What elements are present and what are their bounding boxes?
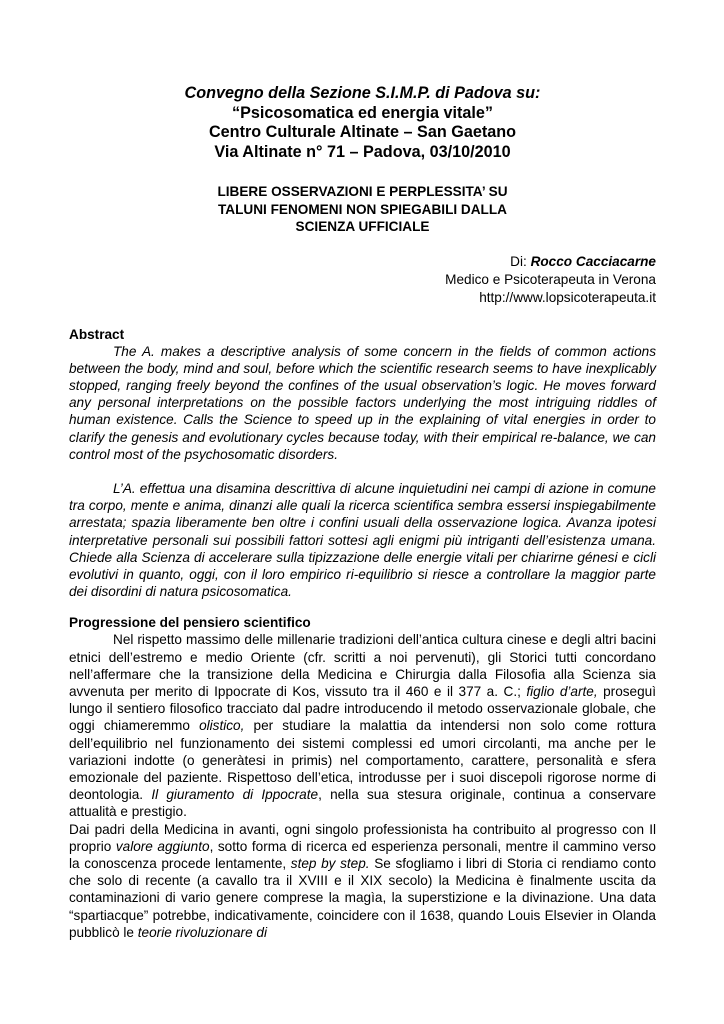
text-run: , nella sua stesura originale, continua a conservare attualità e prestigio.	[69, 787, 656, 820]
header-line-2: “Psicosomatica ed energia vitale”	[232, 103, 493, 122]
italic-run: Il giuramento di Ippocrate	[151, 787, 319, 803]
author-line	[69, 253, 656, 271]
spacer	[69, 463, 656, 480]
body-paragraph-1	[69, 631, 656, 820]
body-paragraph-2	[69, 821, 656, 941]
text-run: Dai padri della Medicina in avanti, ogni singolo professionista ha contribuito al progresso con Il proprio	[69, 821, 656, 854]
title-line-1: LIBERE OSSERVAZIONI E PERPLESSITA’ SU	[217, 184, 508, 199]
italic-run: valore aggiunto	[115, 838, 210, 854]
header-line-3: Centro Culturale Altinate – San Gaetano	[208, 123, 517, 141]
italic-run: figlio d’arte,	[526, 683, 598, 699]
author-role: Medico e Psicoterapeuta in Verona	[445, 271, 656, 287]
header-line-1: Convegno della Sezione S.I.M.P. di Padova su:	[184, 84, 541, 102]
author-name: Rocco Cacciacarne	[530, 253, 656, 269]
italic-run: step by step.	[290, 855, 370, 871]
italic-run: olistico,	[199, 718, 245, 734]
header-line-4: Via Altinate n° 71 – Padova, 03/10/2010	[214, 142, 511, 161]
author-block	[69, 253, 656, 307]
text-run: Nel rispetto massimo delle millenarie tradizioni dell’antica cultura cinese e degli altri bacini etnici dell’estremo e medio Oriente (cfr. scritti a noi pervenuti), gli Storici tutti concordano nell’affermare che la transizione della Medicina e Chirurgia dalla Filosofia alla Scienza sia avvenuta per merito di Ippocrate di Kos, vissuto tra il 460 e il 377 a. C.;	[69, 632, 656, 699]
conference-header	[69, 84, 656, 162]
italic-run: teorie rivoluzionare di	[137, 924, 267, 940]
title-line-2: TALUNI FENOMENI NON SPIEGABILI DALLA	[218, 201, 507, 217]
text-run: proseguì lungo il sentiero filosofico tracciato dal padre introducendo il metodo osservazionale globale, che oggi chiameremmo	[69, 683, 657, 734]
abstract-english: The A. makes a descriptive analysis of some concern in the fields of common actions between the body, mind and soul, before which the scientific research seems to have inexplicably stopped, ranging freely beyond the confines of the usual observation’s logic. He moves forward any personal interpretations on the possible factors underlying the most intriguing riddles of human existence. Calls the Science to speed up in the explaining of vital energies in order to clarify the genesis and evolutionary cycles because today, with their empirical re-balance, we can control most of the psychosomatic disorders.	[69, 343, 656, 462]
abstract-heading: Abstract	[69, 326, 125, 342]
text-run: Se sfogliamo i libri di Storia ci rendiamo conto che solo di recente (a cavallo tra il XVIII e il XIX secolo) la Medicina è finalmente uscita da contaminazioni di vario genere comprese la magìa, la superstizione e la divinazione. Una data “spartiacque” potrebbe, indicativamente, coincidere con il 1638, quando Louis Elsevier in Olanda pubblicò le	[69, 855, 656, 940]
title-line-3: SCIENZA UFFICIALE	[295, 219, 430, 234]
text-run: per studiare la malattia da intendersi non solo come rottura dell’equilibrio nel funzionamento dei sistemi complessi ed umori circolanti, ma anche per le variazioni indotte (o generàtesi in primis) nel comportamento, carattere, personalità e sfera emozionale del paziente. Rispettoso dell’etica, introdusse per i suoi discepoli rigorose norme di deontologia.	[69, 718, 656, 803]
document-page	[69, 84, 656, 941]
abstract-italian: L’A. effettua una disamina descrittiva di alcune inquietudini nei campi di azione in comune tra corpo, mente e anima, dinanzi alle quali la ricerca scientifica sembra essersi inspiegabilmente arrestata; spazia liberamente ben oltre i confini usuali della osservazione logica. Avanza ipotesi interpretative personali sui possibili fattori sottesi agli enigmi più intriganti dell’esistenza umana. Chiede alla Scienza di accelerare sulla tipizzazione delle energie vitali per chiarirne génesi e cicli evolutivi in quanto, oggi, con il loro empirico ri-equilibrio si riesce a controllare la maggior parte dei disordini di natura psicosomatica.	[69, 480, 656, 600]
section-heading: Progressione del pensiero scientifico	[69, 615, 311, 631]
author-prefix: Di:	[510, 253, 531, 269]
spacer	[69, 600, 656, 614]
author-url: http://www.lopsicoterapeuta.it	[479, 289, 656, 305]
article-title	[153, 183, 573, 236]
text-run: , sotto forma di ricerca ed esperienza personali, mentre il cammino verso la conoscenza procede lentamente,	[69, 838, 656, 871]
